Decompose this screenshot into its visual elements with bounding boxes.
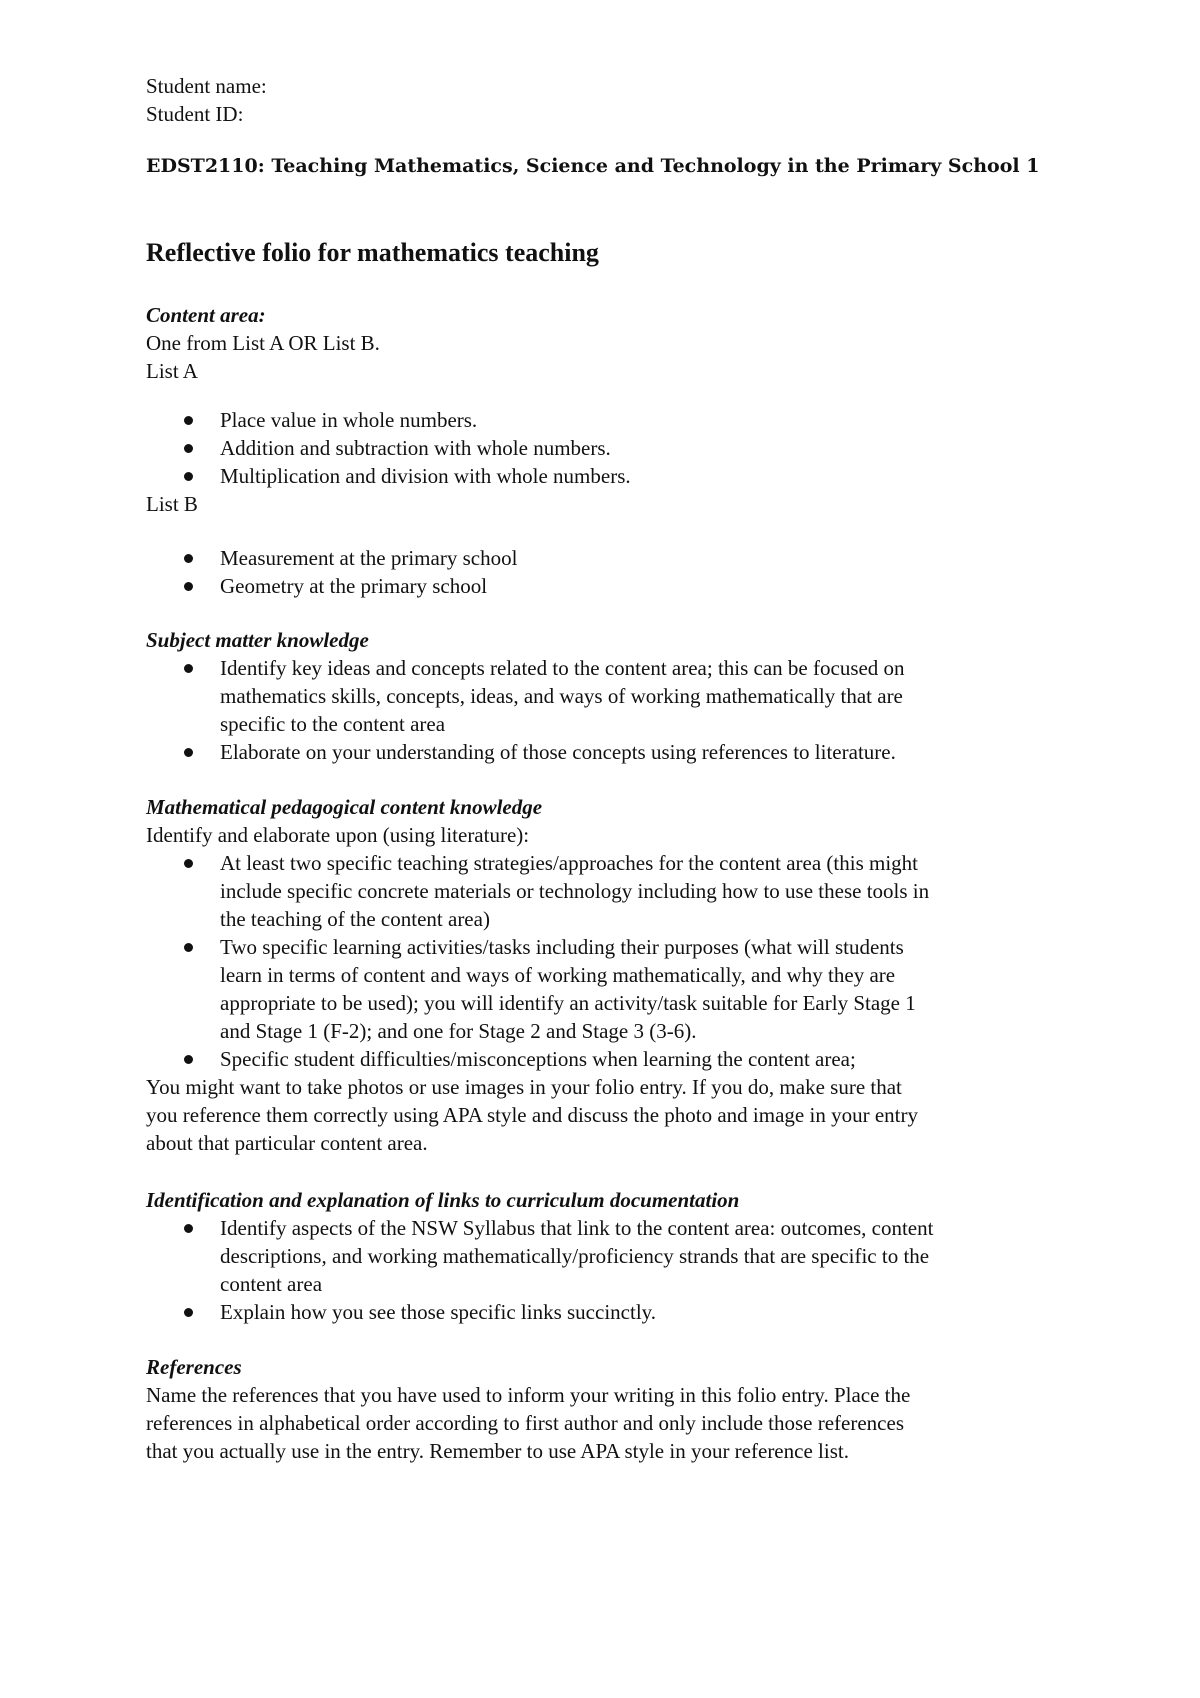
page-title: Reflective folio for mathematics teaching [146, 238, 599, 267]
list-item: Explain how you see those specific links succinctly. [146, 1298, 1066, 1326]
content-area-heading: Content area: [146, 303, 266, 327]
bullet-icon [184, 664, 193, 673]
list-b [146, 544, 1066, 600]
list-item: Place value in whole numbers. [146, 406, 1066, 434]
pedagogical-outro-3: about that particular content area. [146, 1131, 428, 1155]
bullet-icon [184, 472, 193, 481]
content-area-section [146, 301, 1066, 385]
subject-matter-heading: Subject matter knowledge [146, 628, 369, 652]
bullet-icon [184, 416, 193, 425]
pedagogical-section [146, 793, 1066, 1157]
references-body-3: that you actually use in the entry. Remember to use APA style in your reference list. [146, 1439, 849, 1463]
content-area-intro: One from List A OR List B. [146, 331, 380, 355]
pedagogical-heading: Mathematical pedagogical content knowledge [146, 795, 543, 819]
list-item: Two specific learning activities/tasks including their purposes (what will students learn in terms of content and ways of working mathematically, and why they are appropriate to be used); you will identify an activity/task suitable for Early Stage 1 and Stage 1 (F-2); and one for Stage 2 and Stage 3 (3-6). [146, 933, 1066, 1045]
bullet-icon [184, 859, 193, 868]
subject-matter-section [146, 626, 1066, 766]
list-item: Identify key ideas and concepts related to the content area; this can be focused on mathematics skills, concepts, ideas, and ways of working mathematically that are specific to the content area [146, 654, 1066, 738]
references-heading: References [146, 1355, 242, 1379]
list-a [146, 406, 1066, 490]
list-item: Multiplication and division with whole numbers. [146, 462, 1066, 490]
bullet-icon [184, 444, 193, 453]
pedagogical-intro: Identify and elaborate upon (using literature): [146, 823, 530, 847]
references-body-1: Name the references that you have used to inform your writing in this folio entry. Place the [146, 1383, 911, 1407]
student-name-label: Student name: [146, 74, 267, 98]
curriculum-section [146, 1186, 1066, 1326]
list-b-label: List B [146, 492, 198, 516]
pedagogical-outro-1: You might want to take photos or use images in your folio entry. If you do, make sure that [146, 1075, 902, 1099]
list-a-label: List A [146, 359, 198, 383]
list-item: Addition and subtraction with whole numbers. [146, 434, 1066, 462]
bullet-icon [184, 554, 193, 563]
curriculum-heading: Identification and explanation of links to curriculum documentation [146, 1188, 740, 1212]
bullet-icon [184, 1055, 193, 1064]
course-title: EDST2110: Teaching Mathematics, Science and Technology in the Primary School 1 [146, 155, 1040, 177]
list-item: Measurement at the primary school [146, 544, 1066, 572]
list-item: Geometry at the primary school [146, 572, 1066, 600]
list-item: Identify aspects of the NSW Syllabus that link to the content area: outcomes, content descriptions, and working mathematically/proficiency strands that are specific to the content area [146, 1214, 1066, 1298]
list-item: At least two specific teaching strategies/approaches for the content area (this might include specific concrete materials or technology including how to use these tools in the teaching of the content area) [146, 849, 1066, 933]
student-info [146, 72, 1066, 128]
references-body-2: references in alphabetical order according to first author and only include those references [146, 1411, 904, 1435]
pedagogical-outro-2: you reference them correctly using APA style and discuss the photo and image in your entry [146, 1103, 918, 1127]
bullet-icon [184, 943, 193, 952]
bullet-icon [184, 1308, 193, 1317]
student-id-label: Student ID: [146, 102, 244, 126]
bullet-icon [184, 748, 193, 757]
references-section [146, 1353, 1066, 1465]
list-item: Specific student difficulties/misconceptions when learning the content area; [146, 1045, 1066, 1073]
bullet-icon [184, 1224, 193, 1233]
list-item: Elaborate on your understanding of those concepts using references to literature. [146, 738, 1066, 766]
bullet-icon [184, 582, 193, 591]
